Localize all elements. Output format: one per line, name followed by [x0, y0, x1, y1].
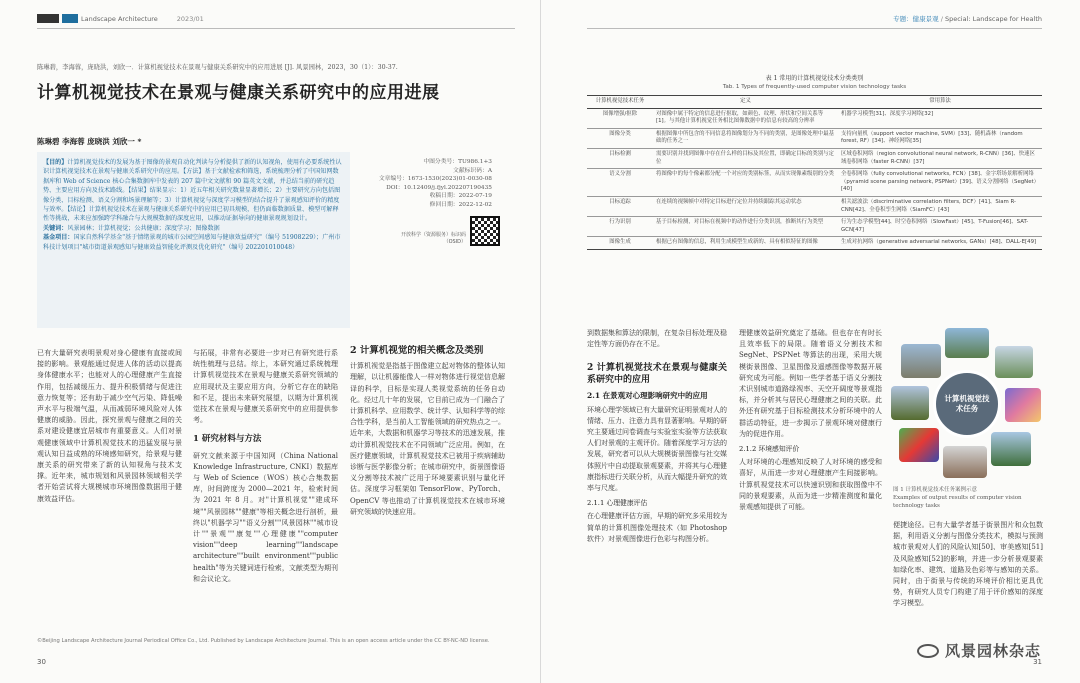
section-2-1-heading: 2.1 在景观对心理影响研究中的应用 [587, 391, 708, 401]
section-2-heading: 2 计算机视觉技术在景观与健康关系研究中的应用 [587, 363, 727, 386]
figure-caption: 图 1 计算机视觉技术任务案例示意 Examples of output results of computer vision technology tasks [893, 487, 1022, 509]
figure-photo [945, 328, 989, 358]
section-1-heading: 1 研究材料与方法 [193, 434, 262, 445]
section-2-1-2-heading: 2.1.2 环境感知评价 [739, 445, 800, 454]
page-number: 31 [1033, 658, 1042, 666]
table-row: 目标检测 需要识别并找到图像中存在什么样的目标及其位置，即确定目标的类别与定位 区域卷积网络（region convolutional neural network, R-CNN）[36]、快速区域卷积网络（faster R-CNN）[37] [587, 148, 1042, 168]
citation: 陈琳碧，李海蓉，庞晓洪，刘欣一．计算机视觉技术在景观与健康关系研究中的应用进展 [J]. 风景园林，2023，30（1）：30-37. [37, 64, 398, 71]
table-row: 目标追踪 在连续的视频帧中对特定目标进行定位并持续跟踪其运动状态 相关滤波法（discriminative correlation filters, DCF）[41]、Siam R-CNN[42]、全卷积孪生网络（SiamFC）[43] [587, 196, 1042, 216]
header-rule [37, 28, 515, 29]
journal-name: Landscape Architecture [81, 14, 158, 23]
special-topic-header: 专题：健康景观 / Special: Landscape for Health [893, 15, 1042, 23]
journal-header [37, 14, 204, 23]
table-title: 表 1 常用的计算机视觉技术分类类别 [765, 75, 864, 82]
figure-photo [891, 386, 929, 420]
figure-photo [943, 446, 987, 478]
section-2-1-1-heading: 2.1.1 心理健康评估 [587, 499, 648, 508]
figure-center-circle [933, 370, 1001, 438]
body-column-3: 2 计算机视觉的相关概念及类别 计算机视觉是指基于图像建立起对物体的整体认知理解，以让机器能像人一样对物体进行视觉信息解译的科学，目标是实现人类视觉系统的任务自动化。经过几十年的发展，它目前已成为一门融合了计算机科学、应用数学、统计学、认知科学等的综合性学科，是当前人工智能领域的研究热点之一。近年来，大数据和机器学习等技术的迅速发展，推动计算机视觉技术在不同领域广泛应用。例如，在医疗健康领域，计算机视觉技术已被用于疾病辅助诊断与医学影像分析；在城市研究中，街景图像语义分割等技术被广泛用于环境要素识别与量化评估。深度学习框架如 TensorFlow、PyTorch、OpenCV 等也推动了计算机视觉技术在城市环境研究领域的快速应用。 [350, 345, 505, 516]
body-column-1: 已有大量研究表明景观对身心健康有直接或间接的影响。景观能通过促进人体的活动以提高身体健康水平；也能对人的心理健康产生直接作用，包括减缓压力、提升积极情绪与促进注意力恢复等；还有助于减少空气污染、降低噪声水平与极端气温，从而减弱环境风险对人体健康的威胁。因此，探究景观与健康之间的关系对建设健康宜居城市有重要意义。人们对景观健康领域中计算机视觉技术的迅猛发展与景观认知日益成熟的环境感知研究，给景观与健康关系的研究带来了新的认知视角与技术支撑。近年来，城市规划和风景园林领域相关学者开始尝试将大规模城市环境图像数据用于健康效益评估。 [37, 349, 182, 503]
table-row: 图像生成 根据已有图像的信息，利用生成模型生成新的、具有相似特征的图像 生成对抗网络（generative adversarial networks, GANs）[48]、DALL-E[49] [587, 237, 1042, 250]
qr-code-icon [470, 216, 500, 246]
qr-caption: 开放科学（资源服务）标识码（OSID） [400, 232, 466, 245]
figure-photo [991, 432, 1031, 466]
journal-logo-mark-icon [62, 14, 78, 23]
table-header: 定义 [653, 96, 838, 109]
figure-center-label: 计算机视觉技术任务 [944, 394, 990, 413]
journal-logo-icon [37, 14, 59, 23]
body-column-3: 便捷途径。已有大量学者基于街景图片和众包数据，利用语义分割与图像分类技术，模拟与预测城市景观对人们的风险认知[50]、审美感知[51]及风险感知[52]的影响，并进一步分析景观要素如绿化率、建筑、道路及色彩等与感知的关系。同时，由于街景与传统的环境评价相比更具优势，有研究人员专门构建了用于评价感知的深度学习模型。 [893, 521, 1043, 608]
figure-photo [1005, 388, 1041, 422]
wechat-icon [917, 644, 939, 658]
journal-issue: 2023/01 [176, 14, 204, 23]
keywords: 风景园林；计算机视觉；公共健康；深度学习；图像数据 [67, 224, 220, 232]
article-title: 计算机视觉技术在景观与健康关系研究中的应用进展 [37, 83, 440, 103]
table-title-en: Tab. 1 Types of frequently-used computer vision technology tasks [722, 84, 907, 90]
table-header: 常用算法 [838, 96, 1042, 109]
authors: 陈琳碧 李海蓉 庞晓洪 刘欣一 * [37, 137, 142, 146]
page-number: 30 [37, 658, 46, 666]
table-row: 行为识别 基于目标检测，对目标在视频中的动作进行分类识别，推断其行为类型 行为生态学模型[44]、时空卷积网络（SlowFast）[45]、T-Fusion[46]、SAT-GCN[47] [587, 217, 1042, 237]
article-meta: 中图分类号：TU986.1+3 文献标识码：A 文章编号：1673-1530(2023)01-0030-08 DOI：10.12409/j.fjyl.202207190435 收稿日期：2022-07-19 修回日期：2022-12-02 [378, 159, 492, 208]
abstract-box [37, 152, 350, 328]
table-row: 语义分割 将图像中的每个像素都分配一个对应的类别标签，从而实现像素级别的分类 全卷积网络（fully convolutional networks, FCN）[38]、金字塔场景解析网络（pyramid scene parsing network, PSPNet）[39]、语义分割网络（SegNet）[40] [587, 169, 1042, 197]
body-column-2: 理健康效益研究奠定了基础。但也存在有时长且效率低下的局限。随着语义分割技术和 SegNet、PSPNet 等算法的出现，采用大规模街景图像、卫星图像及遥感图像等数据开展研究成为可能。例如一些学者基于语义分割技术识别城市道路绿视率、天空开阔度等景观指标，并分析其与居民心理健康之间的关联。此外还有研究基于目标检测技术分析环境中的人群活动特征，进一步揭示了景观环境对健康行为的促进作用。 2.1.2 环境感知评价 人对环境的心理感知反映了人对环境的感受和喜好，从而进一步对心理健康产生间接影响。计算机视觉技术可以快速识别和获取图像中不同的景观要素，从而为进一步精准测度和量化景观感知提供了可能。 [739, 329, 882, 512]
license-footer: ©Beijing Landscape Architecture Journal Periodical Office Co., Ltd. Published by Landscape Architecture Journal. This is an open access article under the CC BY-NC-ND license. [37, 638, 490, 644]
figure-photo [995, 346, 1033, 378]
table-row: 图像增强/抠除 对图像中属于特定的信息进行抠取，如颜色、纹理、形状和空间关系等[1]。与其他计算机视觉任务相比图像数据中的信息有较高的分辨率 机器学习模型[31]、深度学习网络[32] [587, 108, 1042, 128]
body-column-1: 到数据集和算法的限制，在复杂目标处理及稳定性等方面仍存在不足。 2 计算机视觉技术在景观与健康关系研究中的应用 2.1 在景观对心理影响研究中的应用 环境心理学领域已有大量研究证明景观对人的情绪、压力、注意力具有显著影响。早期的研究主要通过问卷调查与实验室实验等方法获取人们对景观的主观评价。随着深度学习方法的发展，研究者可以从大规模街景图像与社交媒体照片中自动提取景观要素，并将其与心理健康指标进行关联分析，从而大幅提升研究的效率与尺度。 2.1.1 心理健康评估 在心理健康评估方面，早期的研究多采用较为简单的计算机图像处理技术（如 Photoshop 软件）对景观图像进行色彩与构图分析。 [587, 329, 727, 543]
figure-photo [899, 428, 939, 462]
right-page [541, 0, 1080, 683]
fund-info: 国家自然科学基金"基于情绪景观的城市公园空间感知与健康效益研究"（编号 51908229）；广州市科技计划项目"城市街道景观感知与健康效益智能化评测及优化研究"（编号 202201010048） [43, 234, 341, 251]
table-row: 图像分类 根据图像中所包含的不同信息将图像划分为不同的类别，是图像处理中最基础的任务之一 支持向量机（support vector machine, SVM）[33]、随机森林（random forest, RF）[34]、神经网络[35] [587, 128, 1042, 148]
figure-1 [891, 328, 1043, 480]
table-header: 计算机视觉技术任务 [587, 96, 653, 109]
section-2-heading: 2 计算机视觉的相关概念及类别 [350, 345, 484, 356]
header-rule [587, 28, 1042, 29]
watermark: 风景园林杂志 [917, 640, 1041, 661]
algorithm-table [587, 95, 1042, 250]
body-column-2: 与拓展，非常有必要进一步对已有研究进行系统性梳理与总结。综上，本研究通过系统梳理计算机视觉技术在景观与健康关系研究领域的应用现状及主要应用方向，分析它存在的缺陷和不足，提出未来研究展望，以期为计算机视觉技术在景观与健康关系研究中的应用提供参考。 1 研究材料与方法 研究文献来源于中国知网（China National Knowledge Infrastructure, CNKI）数据库与 Web of Science（WOS）核心合集数据库，时间跨度为 2000—2021 年，检索时间为 2021 年 8 月。对"计算机视觉""建成环境""风景园林""健康"等相关概念进行剖析，最终以"机器学习""语义分割""风景园林""城市设计""景观""康复""心理健康""computer vision""deep learning""landscape architecture""built environment""public health"等为关键词进行检索，文献类型为期刊和会议论文。 [193, 349, 338, 583]
figure-photo [901, 344, 941, 378]
abstract-text: 【目的】计算机视觉技术的发展为基于图像的景观自动化判读与分析提供了新的认知视角，使用有必要系统性认识计算机视觉技术在景观与健康关系研究中的应用。【方法】基于文献检索和筛选，系统梳理分析了中国知网数据库和 Web of Science 核心合集数据库中发表的 207 篇中文文献和 90 篇英文文献，并总结当前的研究趋势、主要应用方向及技术路线。【结果】结果显示：1）近五年相关研究数量显著增长；2）主要研究方向包括图像分类、目标检测、语义分割和场景理解等；3）计算机视觉与深度学习模型的结合提升了景观感知评价的精度与效率。【结论】计算机视觉技术在景观与健康关系研究中的应用已初具规模，但仍面临数据质量、模型可解释性等挑战，未来应加强跨学科融合与大规模数据的深度应用，以推动证据导向的健康景观规划设计。 关键词：风景园林；计算机视觉；公共健康；深度学习；图像数据 基金项目：国家自然科学基金"基于情绪景观的城市公园空间感知与健康效益研究"（编号 51908229）；广州市科技计划项目"城市街道景观感知与健康效益智能化评测及优化研究"（编号 202201010048） [43, 159, 342, 251]
